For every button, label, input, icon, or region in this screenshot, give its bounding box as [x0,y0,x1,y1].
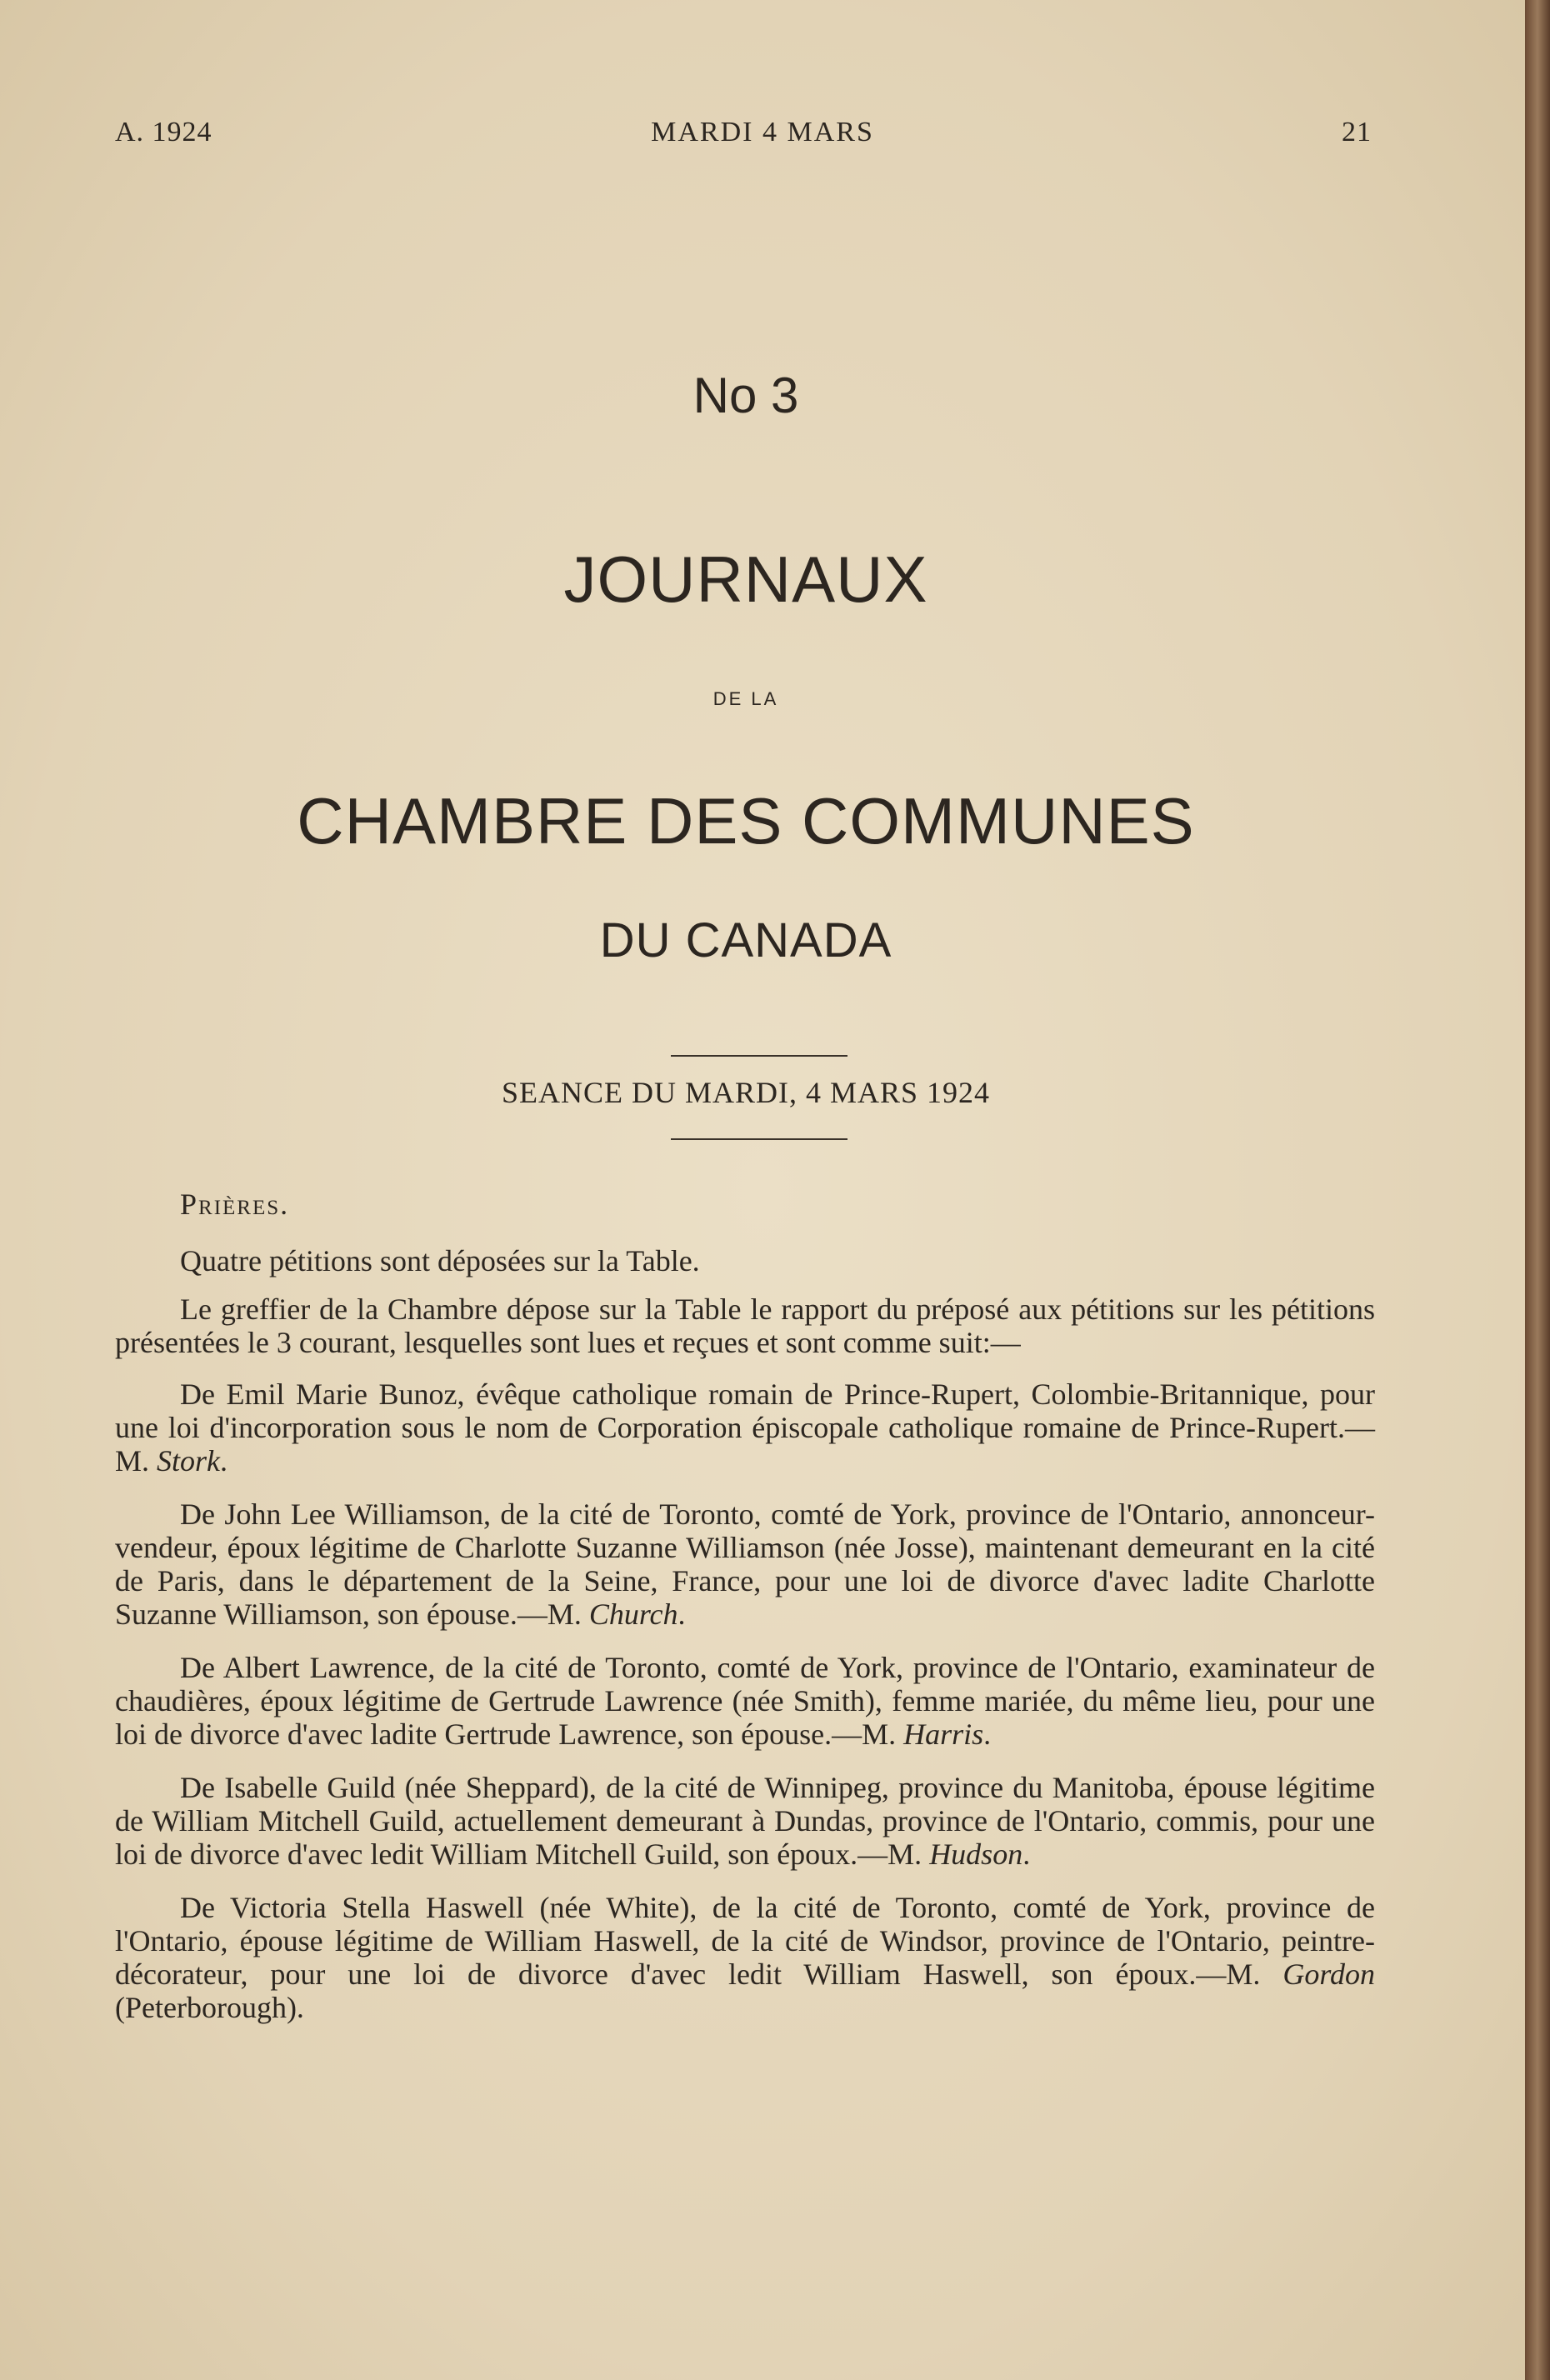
divider-top [671,1055,848,1057]
petition-text: De Victoria Stella Haswell (née White), de la cité de Toronto, comté de York, province de l'Ontario, épouse légitime de William Haswell, de la cité de Windsor, province de l'Ontario, peintre-décorateur, pour une loi de divorce d'avec ledit William Haswell, son époux.—M. [115,1891,1375,1991]
petition-entry [115,1651,1375,1751]
petition-suffix: . [220,1444,228,1478]
journal-body [115,1188,1375,2044]
petition-text: De Isabelle Guild (née Sheppard), de la cité de Winnipeg, province du Manitoba, épouse légitime de William Mitchell Guild, actuellement demeurant à Dundas, province de l'Ontario, commis, pour une loi de divorce d'avec ledit William Mitchell Guild, son époux.—M. [115,1771,1375,1871]
petition-entry [115,1891,1375,2024]
member-name: Harris [903,1718,984,1751]
petition-text: De Emil Marie Bunoz, évêque catholique romain de Prince-Rupert, Colombie-Britannique, pour une loi d'incorporation sous le nom de Corporation épiscopale catholique romaine de Prince-Rupert.—M. [115,1378,1375,1478]
member-name: Hudson [929,1838,1023,1871]
title-canada: DU CANADA [599,913,892,968]
member-name: Stork [157,1444,221,1478]
petitions-line: Quatre pétitions sont déposées sur la Table. [180,1244,700,1278]
petition-text: De John Lee Williamson, de la cité de Toronto, comté de York, province de l'Ontario, annonceur-vendeur, époux légitime de Charlotte Suzanne Williamson (née Josse), maintenant demeurant en la cité de Paris, dans le département de la Seine, France, pour une loi de divorce d'avec ladite Charlotte Suzanne Williamson, son épouse.—M. [115,1498,1375,1631]
petition-text: De Albert Lawrence, de la cité de Toronto, comté de York, province de l'Ontario, examinateur de chaudières, époux légitime de Gertrude Lawrence (née Smith), femme mariée, du même lieu, pour une loi de divorce d'avec ladite Gertrude Lawrence, son épouse.—M. [115,1651,1375,1751]
member-name: Gordon [1282,1958,1375,1991]
petition-suffix: (Peterborough). [115,1991,304,2024]
book-spine-edge [1525,0,1550,2380]
petition-suffix: . [983,1718,992,1751]
header-page-number: 21 [1342,117,1372,148]
petition-entry [115,1378,1375,1478]
member-name: Church [588,1598,678,1631]
petition-suffix: . [1022,1838,1031,1871]
petition-entry [115,1498,1375,1631]
header-year: A. 1924 [115,117,212,148]
sitting-heading: SEANCE DU MARDI, 4 MARS 1924 [501,1076,991,1109]
title-de-la: DE LA [712,688,779,709]
header-date: MARDI 4 MARS [651,117,874,148]
petition-entry [115,1771,1375,1871]
petition-suffix: . [678,1598,686,1631]
divider-bottom [671,1138,848,1140]
title-journaux: JOURNAUX [563,542,928,616]
title-chambre: CHAMBRE DES COMMUNES [297,784,1195,858]
prayers-line: Prières. [180,1188,290,1221]
issue-number: No 3 [692,368,799,423]
clerk-report-paragraph: Le greffier de la Chambre dépose sur la Table le rapport du préposé aux pétitions sur les pétitions présentées le 3 courant, lesquelles sont lues et reçues et sont comme suit:— [115,1292,1375,1359]
